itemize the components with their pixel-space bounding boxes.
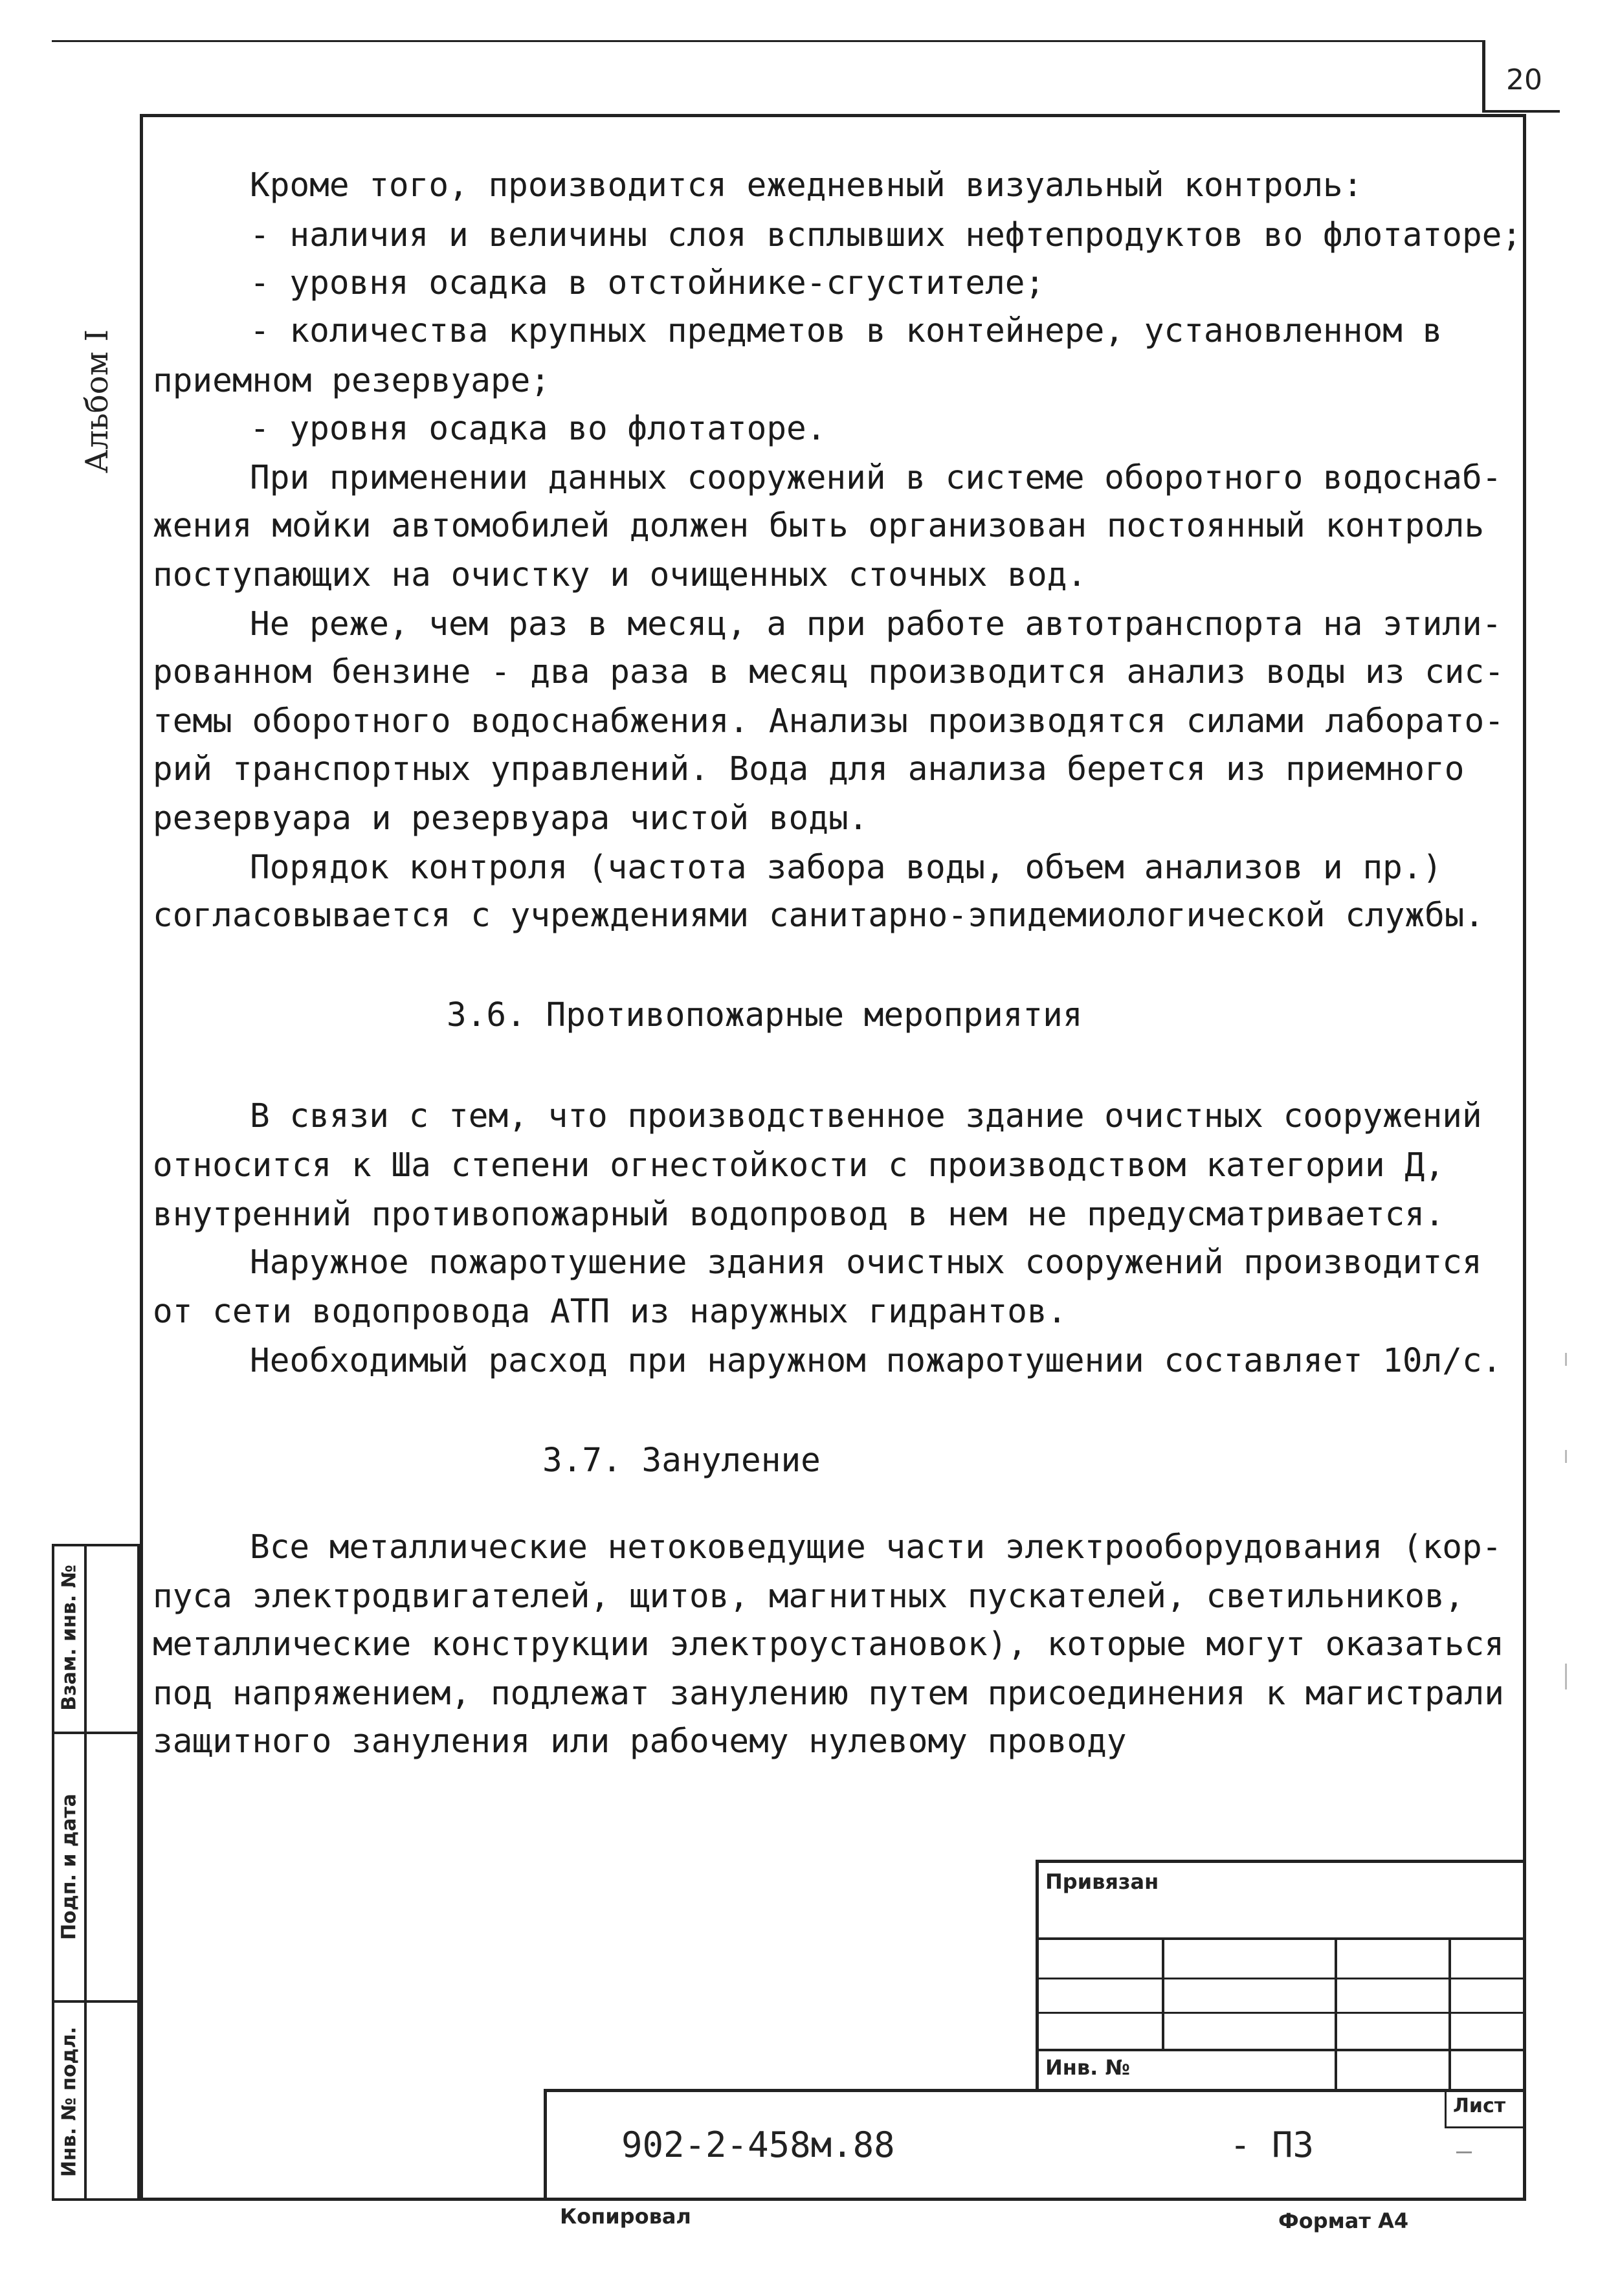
body-line: При применении данных сооружений в системе оборотного водоснаб-: [250, 459, 1502, 497]
heading-grounding: 3.7. Зануление: [542, 1442, 821, 1480]
grid-row-line: [1036, 2012, 1526, 2014]
stamp-podp-data-label: Подп. и дата: [58, 1793, 81, 1941]
page-number: 20: [1506, 63, 1542, 96]
heading-fire-safety: 3.6. Противопожарные мероприятия: [447, 996, 1083, 1034]
stamp-inv-no-podl: [52, 2003, 87, 2201]
footer-copied: Копировал: [560, 2204, 691, 2229]
body-line: резервуара и резервуара чистой воды.: [153, 799, 869, 838]
album-label-text: Альбом I: [79, 329, 115, 474]
stamp-inv-no-podl-label: Инв. № подл.: [58, 2026, 81, 2178]
body-line: Порядок контроля (частота забора воды, объем анализов и пр.): [250, 849, 1443, 887]
grid-row-line: [1036, 1978, 1526, 1979]
body-line: темы оборотного водоснабжения. Анализы производятся силами лаборато-: [153, 702, 1504, 741]
body-line: поступающих на очистку и очищенных сточных вод.: [153, 556, 1087, 594]
body-line: от сети водопровода АТП из наружных гидрантов.: [153, 1293, 1067, 1331]
body-line: жения мойки автомобилей должен быть организован постоянный контроль: [153, 507, 1485, 545]
grid-col-line: [1448, 1937, 1451, 2089]
body-line: Необходимый расход при наружном пожаротушении составляет 10л/с.: [250, 1342, 1502, 1380]
sheet-value: —: [1456, 2136, 1472, 2166]
title-block-inv-no: Инв. №: [1045, 2055, 1130, 2080]
album-label: [65, 298, 129, 505]
stamp-vzam-inv-label: Взам. инв. №: [58, 1565, 81, 1711]
body-line: - количества крупных предметов в контейнере, установленном в: [250, 312, 1443, 350]
document-suffix: - ПЗ: [1230, 2124, 1315, 2165]
footer-format: Формат А4: [1278, 2209, 1409, 2233]
body-line: рованном бензине - два раза в месяц производится анализ воды из сис-: [153, 653, 1504, 691]
grid-col-line: [1335, 1937, 1337, 2089]
body-line: Наружное пожаротушение здания очистных сооружений производится: [250, 1243, 1482, 1282]
body-line: защитного зануления или рабочему нулевому проводу: [153, 1722, 1127, 1761]
stamp-podp-data: [52, 1734, 87, 2000]
body-line: Все металлические нетоковедущие части электрооборудования (кор-: [250, 1528, 1502, 1566]
body-line: под напряжением, подлежат занулению путем присоединения к магистрали: [153, 1675, 1504, 1713]
stamp-vzam-inv: [52, 1544, 87, 1732]
top-rule: [52, 40, 1482, 42]
body-line: приемном резервуаре;: [153, 362, 551, 400]
body-line: пуса электродвигателей, щитов, магнитных пускателей, светильников,: [153, 1577, 1465, 1616]
sheet-label: Лист: [1453, 2095, 1506, 2117]
body-line: относится к Ша степени огнестойкости с производством категории Д,: [153, 1146, 1445, 1185]
body-line: - уровня осадка в отстойнике-сгустителе;: [250, 264, 1045, 302]
grid-row-line: [1036, 2049, 1526, 2051]
body-line: Не реже, чем раз в месяц, а при работе автотранспорта на этили-: [250, 605, 1502, 643]
scan-mark: [1565, 1450, 1567, 1463]
body-line: - уровня осадка во флотаторе.: [250, 410, 827, 448]
body-line: - наличия и величины слоя всплывших нефтепродуктов во флотаторе;: [250, 216, 1522, 254]
scan-mark: [1565, 1353, 1567, 1366]
body-line: Кроме того, производится ежедневный визуальный контроль:: [250, 166, 1363, 205]
body-line: рий транспортных управлений. Вода для анализа берется из приемного: [153, 750, 1465, 788]
document-code: 902-2-458м.88: [621, 2124, 895, 2165]
scan-mark: [1565, 1664, 1567, 1689]
body-line: внутренний противопожарный водопровод в нем не предусматривается.: [153, 1196, 1445, 1234]
grid-col-line: [1162, 1937, 1164, 2051]
body-line: металлические конструкции электроустановок), которые могут оказаться: [153, 1625, 1504, 1664]
body-line: согласовывается с учреждениями санитарно-эпидемиологической службы.: [153, 897, 1485, 935]
title-block-privyazan-label: Привязан: [1045, 1869, 1159, 1894]
body-line: В связи с тем, что производственное здание очистных сооружений: [250, 1097, 1482, 1135]
